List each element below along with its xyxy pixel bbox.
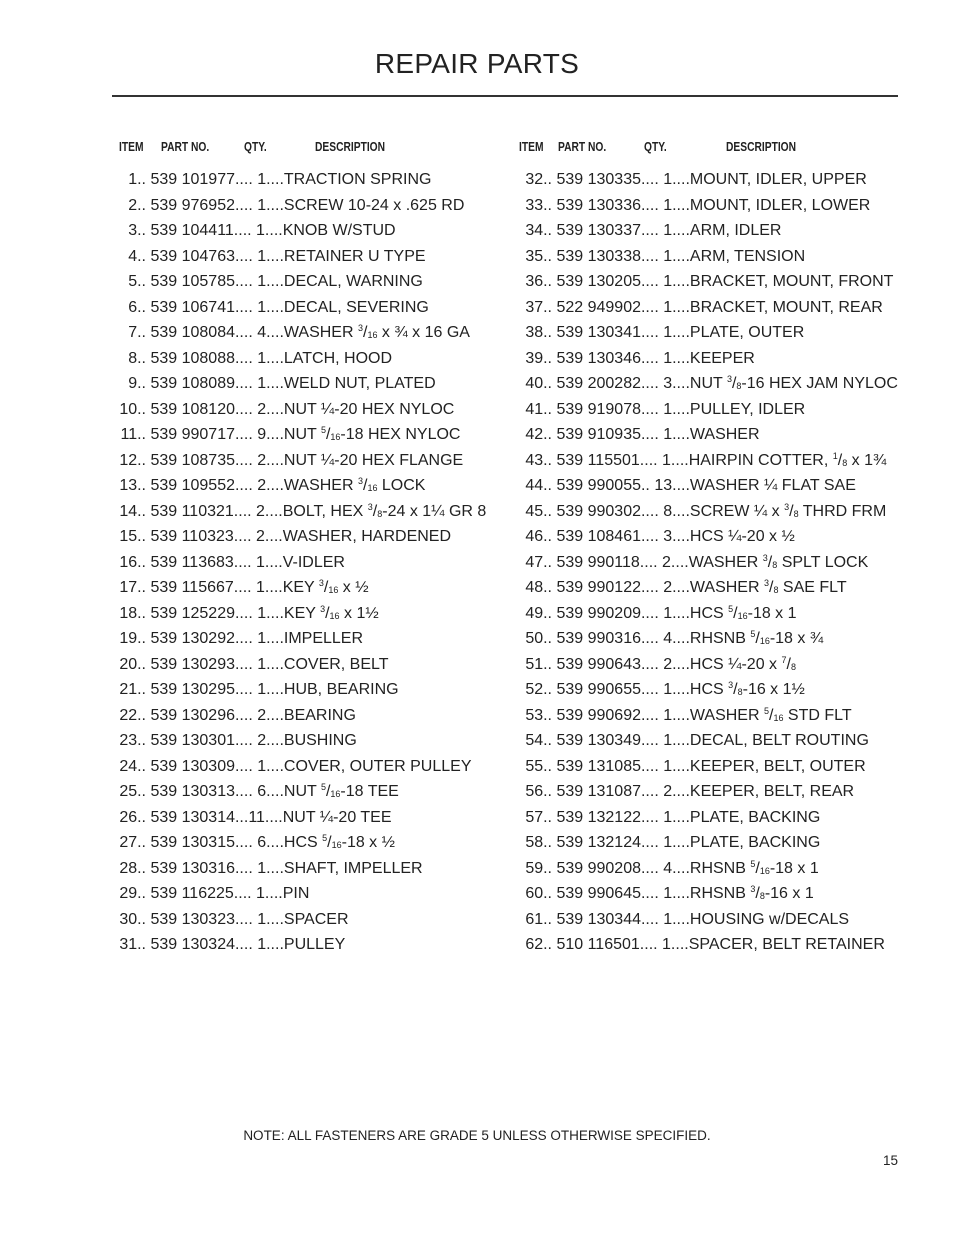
item-number: 17..: [119, 579, 146, 596]
part-description: KEY $^3/_{16}$ x ½: [282, 578, 369, 596]
part-number-qty: 539 116225.... 1....: [150, 885, 283, 902]
part-description: RHSNB $^5/_{16}-18$ x 1: [689, 858, 819, 877]
header-desc-left: DESCRIPTION: [315, 140, 386, 154]
item-number: 32..: [525, 171, 552, 188]
part-description: ARM, IDLER: [689, 222, 782, 239]
parts-row: [518, 347, 898, 373]
part-description: NUT ¼-20 HEX FLANGE: [283, 451, 464, 469]
part-number-qty: 539 108461.... 3....: [556, 528, 690, 545]
parts-row: [112, 678, 486, 704]
item-number: 18..: [119, 604, 146, 622]
page-number: 15: [882, 1153, 898, 1168]
part-description: BOLT, HEX $^3/_8-24$ x 1¼ GR 8: [282, 501, 487, 520]
part-number-qty: 539 990655.... 1....: [556, 681, 690, 698]
part-description: WASHER $^3/_8$ SPLT LOCK: [688, 552, 869, 571]
fastener-note: NOTE: ALL FASTENERS ARE GRADE 5 UNLESS OTHERWISE SPECIFIED.: [243, 1128, 711, 1143]
part-description: PULLEY, IDLER: [689, 400, 806, 418]
part-description: TRACTION SPRING: [283, 171, 432, 188]
parts-row: [112, 780, 486, 806]
parts-row: [112, 933, 486, 959]
part-description: ARM, TENSION: [689, 247, 806, 265]
part-description: PLATE, BACKING: [689, 834, 821, 851]
parts-row: [518, 653, 898, 679]
item-number: 3..: [128, 222, 146, 239]
part-number-qty: 539 104411.... 1....: [150, 222, 283, 239]
part-description: BUSHING: [283, 732, 357, 749]
page-title: REPAIR PARTS: [374, 48, 580, 79]
item-number: 34..: [525, 222, 552, 239]
header-item-left: ITEM: [119, 140, 144, 154]
parts-row: [518, 449, 898, 475]
part-number-qty: 539 990643.... 2....: [556, 655, 690, 673]
part-description: PLATE, OUTER: [689, 324, 805, 341]
part-description: HCS $^5/_{16}-18$ x ½: [283, 833, 395, 851]
part-description: PLATE, BACKING: [689, 808, 821, 826]
part-number-qty: 539 990645.... 1....: [556, 885, 690, 902]
header-item-right: ITEM: [519, 140, 544, 154]
part-description: WELD NUT, PLATED: [283, 375, 436, 392]
part-number-qty: 539 910935.... 1....: [556, 426, 690, 443]
item-number: 21..: [119, 681, 146, 698]
item-number: 44..: [525, 477, 552, 494]
parts-row: [518, 500, 898, 526]
part-number-qty: 539 990316.... 4....: [556, 630, 690, 647]
parts-row: [518, 194, 898, 220]
part-description: SCREW 10-24 x .625 RD: [283, 196, 465, 214]
item-number: 22..: [119, 706, 146, 724]
header-part-right: PART NO.: [558, 140, 607, 154]
part-number-qty: 539 131085.... 1....: [556, 757, 690, 775]
part-description: HUB, BEARING: [283, 681, 399, 698]
part-description: SPACER: [283, 910, 349, 928]
parts-row: [518, 270, 898, 296]
item-number: 24..: [119, 757, 146, 775]
item-number: 14..: [119, 502, 146, 520]
item-number: 39..: [525, 349, 552, 367]
part-number-qty: 510 116501.... 1....: [556, 936, 689, 953]
parts-row: [112, 627, 486, 653]
parts-row: [112, 908, 486, 934]
part-number-qty: 539 130338.... 1....: [556, 247, 690, 265]
part-description: MOUNT, IDLER, UPPER: [689, 171, 867, 188]
part-number-qty: 539 130337.... 1....: [556, 222, 690, 239]
item-number: 6..: [128, 298, 146, 316]
part-description: BRACKET, MOUNT, FRONT: [689, 273, 894, 290]
part-description: NUT ¼-20 TEE: [282, 808, 392, 826]
header-qty-right: QTY.: [644, 140, 667, 154]
parts-row: [518, 423, 898, 449]
part-number-qty: 539 130346.... 1....: [556, 349, 690, 367]
item-number: 61..: [525, 910, 552, 928]
item-number: 10..: [119, 400, 146, 418]
part-description: HCS $^3/_8-16$ x 1½: [689, 680, 805, 698]
part-number-qty: 539 132124.... 1....: [556, 834, 690, 851]
item-number: 60..: [525, 885, 552, 902]
parts-row: [112, 525, 486, 551]
parts-row: [518, 755, 898, 781]
item-number: 38..: [525, 324, 552, 341]
parts-row: [112, 423, 486, 449]
item-number: 29..: [119, 885, 146, 902]
part-number-qty: 539 990692.... 1....: [556, 706, 690, 724]
item-number: 49..: [525, 604, 552, 622]
item-number: 51..: [525, 655, 552, 673]
part-description: WASHER, HARDENED: [282, 528, 452, 545]
part-number-qty: 539 919078.... 1....: [556, 400, 690, 418]
parts-row: [518, 857, 898, 883]
part-number-qty: 539 130349.... 1....: [556, 732, 690, 749]
part-number-qty: 539 110321.... 2....: [150, 502, 283, 520]
part-number-qty: 539 130336.... 1....: [556, 196, 690, 214]
part-number-qty: 539 130315.... 6....: [150, 834, 284, 851]
part-number-qty: 539 200282.... 3....: [556, 375, 690, 392]
title-rule: [112, 95, 898, 97]
part-number-qty: 539 976952.... 1....: [150, 196, 284, 214]
parts-row: [112, 296, 486, 322]
item-number: 11..: [120, 426, 146, 443]
part-description: KEEPER, BELT, REAR: [689, 783, 855, 800]
parts-row: [112, 602, 486, 628]
parts-row: [112, 704, 486, 730]
parts-row: [518, 729, 898, 755]
part-description: BRACKET, MOUNT, REAR: [689, 298, 883, 316]
part-number-qty: 539 131087.... 2....: [556, 783, 690, 800]
part-number-qty: 539 130293.... 1....: [150, 655, 284, 673]
parts-row: [112, 321, 486, 347]
parts-row: [112, 857, 486, 883]
part-description: RHSNB $^5/_{16}-18$ x ¾: [689, 629, 824, 647]
item-number: 5..: [128, 273, 146, 290]
part-number-qty: 539 130344.... 1....: [556, 910, 690, 928]
item-number: 12..: [119, 451, 146, 469]
part-number-qty: 539 110323.... 2....: [150, 528, 283, 545]
item-number: 54..: [525, 732, 552, 749]
part-number-qty: 539 130296.... 2....: [150, 706, 284, 724]
part-description: V-IDLER: [282, 553, 345, 571]
item-number: 53..: [525, 706, 552, 724]
part-number-qty: 539 130301.... 2....: [150, 732, 284, 749]
parts-row: [112, 449, 486, 475]
parts-row: [112, 831, 486, 857]
part-number-qty: 539 990717.... 9....: [150, 426, 284, 443]
item-number: 36..: [525, 273, 552, 290]
part-number-qty: 539 108120.... 2....: [150, 400, 284, 418]
part-description: NUT $^5/_{16}-18$ TEE: [283, 782, 399, 800]
item-number: 57..: [525, 808, 552, 826]
part-description: HOUSING w/DECALS: [689, 910, 850, 928]
part-number-qty: 539 990055.. 13....: [556, 477, 690, 494]
part-number-qty: 522 949902.... 1....: [556, 298, 690, 316]
part-description: RHSNB $^3/_8-16$ x 1: [689, 884, 814, 902]
parts-row: [518, 704, 898, 730]
item-number: 48..: [525, 579, 552, 596]
part-description: WASHER $^5/_{16}$ STD FLT: [689, 705, 852, 724]
part-description: NUT $^3/_8-16$ HEX JAM NYLOC: [689, 374, 898, 392]
part-number-qty: 539 130205.... 1....: [556, 273, 690, 290]
parts-row: [518, 296, 898, 322]
item-number: 8..: [128, 349, 146, 367]
item-number: 13..: [119, 477, 146, 494]
part-number-qty: 539 130309.... 1....: [150, 757, 284, 775]
item-number: 27..: [119, 834, 146, 851]
part-description: HAIRPIN COTTER, $^1/_8$ x 1¾: [688, 450, 887, 469]
parts-row: [112, 551, 486, 577]
header-part-left: PART NO.: [161, 140, 210, 154]
part-number-qty: 539 130292.... 1....: [150, 630, 284, 647]
parts-row: [112, 398, 486, 424]
item-number: 47..: [525, 553, 552, 571]
parts-row: [518, 933, 898, 959]
parts-row: [518, 806, 898, 832]
item-number: 30..: [119, 910, 146, 928]
item-number: 52..: [525, 681, 552, 698]
item-number: 33..: [525, 196, 552, 214]
part-description: MOUNT, IDLER, LOWER: [689, 196, 871, 214]
parts-row: [112, 270, 486, 296]
parts-row: [112, 347, 486, 373]
parts-row: [112, 729, 486, 755]
item-number: 62..: [525, 936, 552, 953]
part-number-qty: 539 104763.... 1....: [150, 247, 284, 265]
part-description: PIN: [282, 885, 310, 902]
part-number-qty: 539 130314...11....: [150, 808, 283, 826]
item-number: 37..: [525, 298, 552, 316]
part-number-qty: 539 130313.... 6....: [150, 783, 284, 800]
part-description: SPACER, BELT RETAINER: [688, 936, 885, 953]
part-number-qty: 539 106741.... 1....: [150, 298, 284, 316]
item-number: 4..: [128, 247, 146, 265]
part-description: WASHER $^3/_{16}$ LOCK: [283, 476, 426, 494]
part-description: COVER, BELT: [283, 655, 389, 673]
part-description: KEEPER, BELT, OUTER: [689, 757, 866, 775]
parts-row: [112, 500, 486, 526]
part-description: IMPELLER: [283, 630, 364, 647]
item-number: 42..: [525, 426, 552, 443]
part-description: WASHER ¼ FLAT SAE: [689, 477, 856, 494]
item-number: 15..: [119, 528, 146, 545]
item-number: 35..: [525, 247, 552, 265]
parts-row: [518, 551, 898, 577]
parts-row: [112, 219, 486, 245]
parts-list-left: [112, 168, 486, 959]
parts-row: [518, 602, 898, 628]
part-description: KEY $^3/_{16}$ x 1½: [283, 603, 379, 622]
item-number: 2..: [128, 196, 146, 214]
part-description: WASHER $^3/_{16}$ x ¾ x 16 GA: [283, 323, 470, 341]
part-number-qty: 539 130341.... 1....: [556, 324, 690, 341]
part-number-qty: 539 115501.... 1....: [556, 451, 689, 469]
parts-row: [112, 882, 486, 908]
parts-row: [518, 219, 898, 245]
item-number: 26..: [119, 808, 146, 826]
part-number-qty: 539 108088.... 1....: [150, 349, 284, 367]
part-number-qty: 539 130323.... 1....: [150, 910, 284, 928]
item-number: 59..: [525, 859, 552, 877]
part-number-qty: 539 990209.... 1....: [556, 604, 690, 622]
parts-row: [112, 194, 486, 220]
parts-row: [112, 168, 486, 194]
part-number-qty: 539 990302.... 8....: [556, 502, 690, 520]
part-description: HCS ¼-20 x ½: [689, 528, 795, 545]
part-number-qty: 539 130324.... 1....: [150, 936, 284, 953]
item-number: 46..: [525, 528, 552, 545]
parts-row: [518, 627, 898, 653]
header-desc-right: DESCRIPTION: [726, 140, 797, 154]
part-number-qty: 539 990208.... 4....: [556, 859, 690, 877]
part-description: LATCH, HOOD: [283, 349, 393, 367]
part-number-qty: 539 990118.... 2....: [556, 553, 689, 571]
part-description: NUT ¼-20 HEX NYLOC: [283, 400, 455, 418]
parts-row: [112, 372, 486, 398]
part-description: HCS ¼-20 x $^7/_8$: [689, 654, 796, 673]
item-number: 7..: [128, 324, 146, 341]
item-number: 45..: [525, 502, 552, 520]
item-number: 16..: [119, 553, 146, 571]
part-description: WASHER $^3/_8$ SAE FLT: [689, 578, 847, 596]
part-number-qty: 539 130295.... 1....: [150, 681, 284, 698]
part-number-qty: 539 115667.... 1....: [150, 579, 283, 596]
item-number: 56..: [525, 783, 552, 800]
part-number-qty: 539 125229.... 1....: [150, 604, 284, 622]
parts-row: [112, 806, 486, 832]
item-number: 43..: [525, 451, 552, 469]
part-description: COVER, OUTER PULLEY: [283, 757, 472, 775]
part-description: DECAL, WARNING: [283, 273, 423, 290]
parts-row: [518, 831, 898, 857]
item-number: 40..: [525, 375, 552, 392]
item-number: 25..: [119, 783, 146, 800]
parts-row: [518, 882, 898, 908]
parts-row: [518, 678, 898, 704]
part-description: KNOB W/STUD: [282, 222, 396, 239]
part-number-qty: 539 108084.... 4....: [150, 324, 284, 341]
header-qty-left: QTY.: [244, 140, 267, 154]
part-number-qty: 539 109552.... 2....: [150, 477, 284, 494]
item-number: 31..: [119, 936, 146, 953]
item-number: 23..: [119, 732, 146, 749]
part-description: DECAL, BELT ROUTING: [689, 732, 869, 749]
part-description: WASHER: [689, 426, 760, 443]
part-description: HCS $^5/_{16}-18$ x 1: [689, 603, 797, 622]
parts-row: [518, 780, 898, 806]
item-number: 28..: [119, 859, 146, 877]
part-number-qty: 539 113683.... 1....: [150, 553, 283, 571]
part-number-qty: 539 108089.... 1....: [150, 375, 284, 392]
parts-row: [112, 474, 486, 500]
part-number-qty: 539 132122.... 1....: [556, 808, 690, 826]
item-number: 1..: [128, 171, 146, 188]
part-number-qty: 539 130316.... 1....: [150, 859, 284, 877]
part-description: DECAL, SEVERING: [283, 298, 429, 316]
parts-row: [518, 398, 898, 424]
item-number: 20..: [119, 655, 146, 673]
item-number: 9..: [128, 375, 146, 392]
parts-list-right: [518, 168, 898, 959]
parts-row: [518, 168, 898, 194]
part-description: PULLEY: [283, 936, 346, 953]
parts-row: [518, 908, 898, 934]
parts-row: [112, 755, 486, 781]
part-number-qty: 539 105785.... 1....: [150, 273, 284, 290]
part-description: SHAFT, IMPELLER: [283, 859, 423, 877]
item-number: 50..: [525, 630, 552, 647]
part-description: BEARING: [283, 706, 356, 724]
part-description: NUT $^5/_{16}-18$ HEX NYLOC: [283, 425, 461, 443]
part-number-qty: 539 101977.... 1....: [150, 171, 284, 188]
part-number-qty: 539 990122.... 2....: [556, 579, 690, 596]
part-description: RETAINER U TYPE: [283, 247, 426, 265]
parts-row: [518, 576, 898, 602]
item-number: 58..: [525, 834, 552, 851]
parts-row: [518, 321, 898, 347]
parts-row: [112, 245, 486, 271]
parts-row: [518, 372, 898, 398]
parts-row: [518, 245, 898, 271]
parts-row: [518, 474, 898, 500]
item-number: 19..: [119, 630, 146, 647]
part-number-qty: 539 108735.... 2....: [150, 451, 284, 469]
item-number: 55..: [525, 757, 552, 775]
parts-row: [112, 576, 486, 602]
item-number: 41..: [525, 400, 552, 418]
part-description: SCREW ¼ x $^3/_8$ THRD FRM: [689, 501, 887, 520]
part-description: KEEPER: [689, 349, 755, 367]
parts-row: [518, 525, 898, 551]
part-number-qty: 539 130335.... 1....: [556, 171, 690, 188]
parts-row: [112, 653, 486, 679]
